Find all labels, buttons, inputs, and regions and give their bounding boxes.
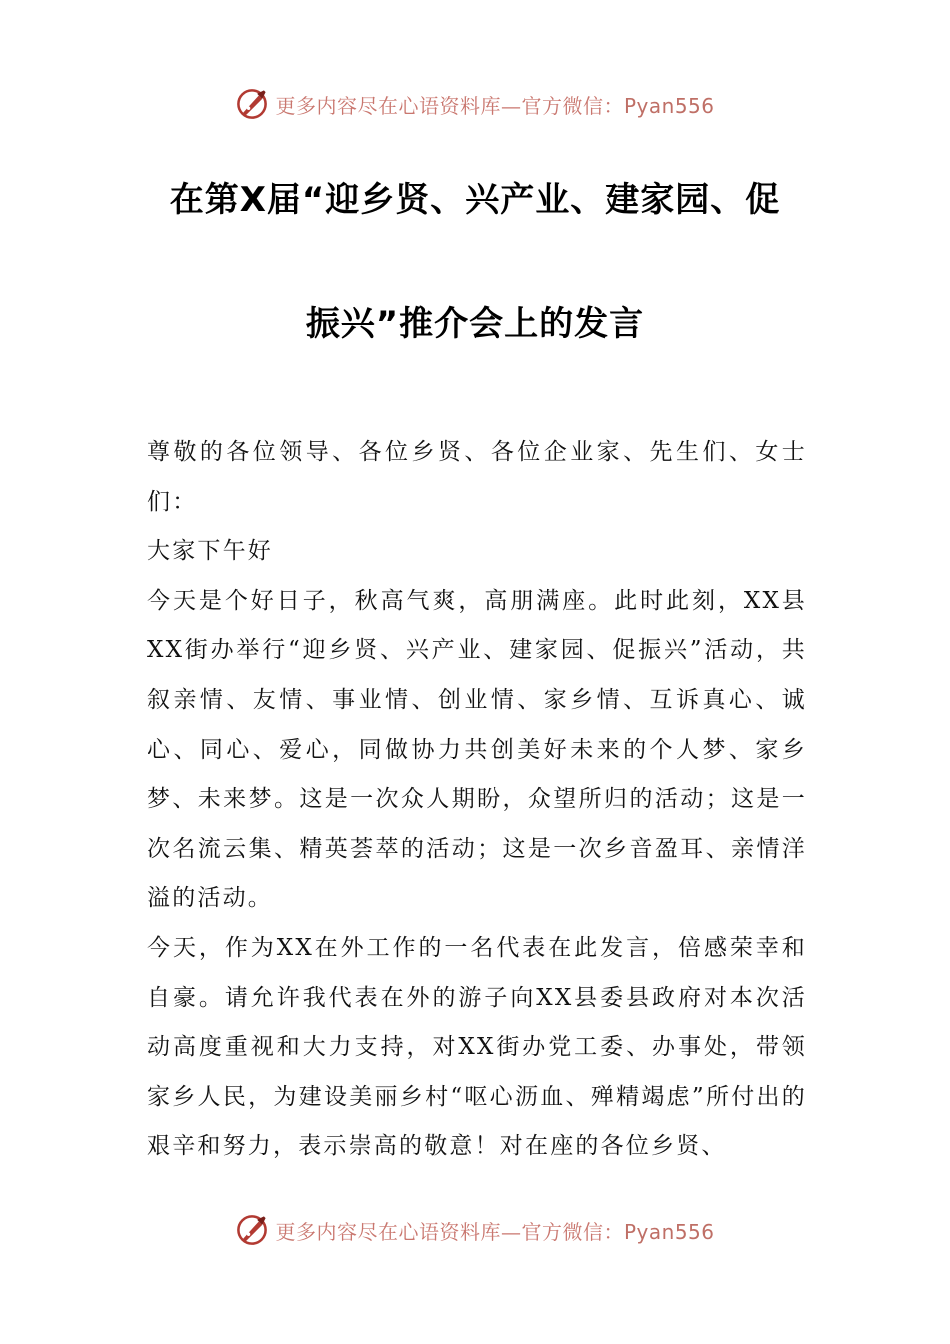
document-title-line-1: 在第X届“迎乡贤、兴产业、建家园、促 — [169, 180, 781, 220]
body-paragraph: 今天是个好日子，秋高气爽，高朋满座。此时此刻，XX县XX街办举行“迎乡贤、兴产业、建家园、促振兴”活动，共叙亲情、友情、事业情、创业情、家乡情、互诉真心、诚心、同心、爱心，同做协力共创美好未来的个人梦、家乡梦、未来梦。这是一次众人期盼，众望所归的活动；这是一次名流云集、精英荟萃的活动；这是一次乡音盈耳、亲情洋溢的活动。 — [147, 587, 807, 912]
header-watermark — [0, 84, 950, 124]
salutation-paragraph: 尊敬的各位领导、各位乡贤、各位企业家、先生们、女士们： — [147, 439, 807, 515]
document-body — [147, 428, 807, 1172]
watermark-text: 更多内容尽在心语资料库—官方微信：Pyan556 — [275, 93, 715, 118]
watermark-text: 更多内容尽在心语资料库—官方微信：Pyan556 — [275, 1219, 715, 1244]
greeting-paragraph: 大家下午好 — [147, 538, 273, 565]
pen-nib-logo-icon — [235, 1213, 269, 1247]
footer-watermark — [0, 1210, 950, 1250]
document-title-line-2: 振兴”推介会上的发言 — [305, 304, 645, 344]
pen-nib-logo-icon — [235, 87, 269, 121]
body-paragraph: 今天，作为XX在外工作的一名代表在此发言，倍感荣幸和自豪。请允许我代表在外的游子向XX县委县政府对本次活动高度重视和大力支持，对XX街办党工委、办事处，带领家乡人民，为建设美丽乡村“呕心沥血、殚精竭虑”所付出的艰辛和努力，表示崇高的敬意！对在座的各位乡贤、 — [147, 934, 807, 1160]
